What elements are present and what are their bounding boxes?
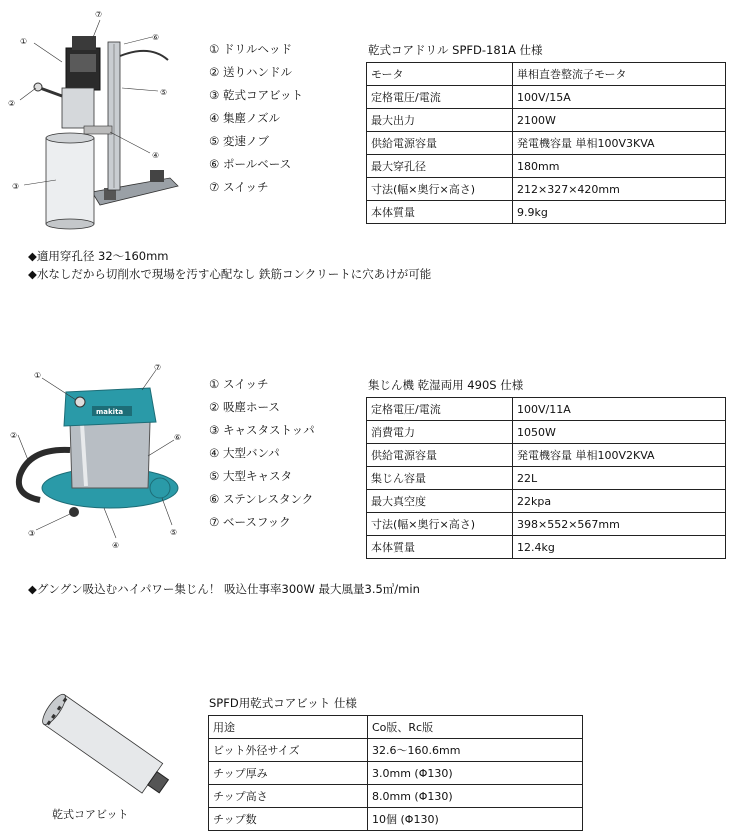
- table-row: 本体質量 9.9kg: [367, 201, 726, 224]
- table-row: 集じん容量 22L: [367, 467, 726, 490]
- parts-list-item: ⑤ 変速ノブ: [209, 134, 269, 148]
- drill-spec-title: 乾式コアドリル SPFD-181A 仕様: [368, 43, 543, 57]
- core-drill-illustration: [0, 0, 200, 240]
- table-row: チップ厚み 3.0mm (Φ130): [209, 762, 583, 785]
- bit-spec-table: [208, 715, 583, 831]
- table-row: 供給電源容量 発電機容量 単相100V2KVA: [367, 444, 726, 467]
- drill-parts-list: [209, 38, 303, 199]
- parts-list-item: ① ドリルヘッド: [209, 42, 292, 56]
- collector-callout-3: ③: [28, 529, 36, 538]
- parts-list-item: ④ 大型バンパ: [209, 446, 280, 460]
- collector-spec-table: [366, 397, 726, 559]
- collector-spec-title: 集じん機 乾湿両用 490S 仕様: [368, 378, 524, 392]
- parts-list-item: ① スイッチ: [209, 377, 269, 391]
- table-row: 寸法(幅×奥行×高さ) 398×552×567mm: [367, 513, 726, 536]
- table-row: 用途 Co版、Rc版: [209, 716, 583, 739]
- drill-callout-4: ④: [152, 151, 160, 160]
- table-row: 最大穿孔径 180mm: [367, 155, 726, 178]
- parts-list-item: ⑤ 大型キャスタ: [209, 469, 292, 483]
- parts-list-item: ⑥ ステンレスタンク: [209, 492, 314, 506]
- table-row: 本体質量 12.4kg: [367, 536, 726, 559]
- drill-note-2: ◆水なしだから切削水で現場を汚す心配なし 鉄筋コンクリートに穴あけが可能: [28, 267, 432, 281]
- brand-logo: makita: [96, 408, 124, 416]
- collector-callout-1: ①: [34, 371, 42, 380]
- parts-list-item: ⑥ ポールベース: [209, 157, 292, 171]
- drill-callout-2: ②: [8, 99, 16, 108]
- table-row: ビット外径サイズ 32.6～160.6mm: [209, 739, 583, 762]
- drill-note-1: ◆適用穿孔径 32～160mm: [28, 249, 169, 263]
- table-row: 消費電力 1050W: [367, 421, 726, 444]
- parts-list-item: ⑦ スイッチ: [209, 180, 269, 194]
- dust-collector-illustration: [0, 360, 200, 560]
- table-row: 供給電源容量 発電機容量 単相100V3KVA: [367, 132, 726, 155]
- drill-callout-3: ③: [12, 182, 20, 191]
- collector-callout-4: ④: [112, 541, 120, 550]
- table-row: 最大真空度 22kpa: [367, 490, 726, 513]
- core-bit-caption: 乾式コアビット: [52, 808, 129, 821]
- collector-callout-6: ⑥: [174, 433, 182, 442]
- table-row: 最大出力 2100W: [367, 109, 726, 132]
- drill-callout-6: ⑥: [152, 33, 160, 42]
- bit-spec-title: SPFD用乾式コアビット 仕様: [209, 696, 357, 710]
- table-row: 定格電圧/電流 100V/15A: [367, 86, 726, 109]
- collector-callout-5: ⑤: [170, 528, 178, 537]
- table-row: モータ 単相直巻整流子モータ: [367, 63, 726, 86]
- collector-note-1: ◆グングン吸込むハイパワー集じん！ 吸込仕事率300W 最大風量3.5㎥/min: [28, 582, 420, 596]
- collector-callout-2: ②: [10, 431, 18, 440]
- parts-list-item: ② 送りハンドル: [209, 65, 292, 79]
- core-bit-illustration: [20, 690, 190, 810]
- table-row: チップ数 10個 (Φ130): [209, 808, 583, 831]
- parts-list-item: ③ キャスタストッパ: [209, 423, 315, 437]
- parts-list-item: ④ 集塵ノズル: [209, 111, 281, 125]
- parts-list-item: ③ 乾式コアビット: [209, 88, 304, 102]
- drill-callout-5: ⑤: [160, 88, 168, 97]
- table-row: チップ高さ 8.0mm (Φ130): [209, 785, 583, 808]
- collector-callout-7: ⑦: [154, 363, 162, 372]
- drill-callout-7: ⑦: [95, 10, 103, 19]
- drill-callout-1: ①: [20, 37, 28, 46]
- parts-list-item: ② 吸塵ホース: [209, 400, 280, 414]
- table-row: 定格電圧/電流 100V/11A: [367, 398, 726, 421]
- drill-spec-table: [366, 62, 726, 224]
- parts-list-item: ⑦ ベースフック: [209, 515, 291, 529]
- collector-parts-list: [209, 373, 315, 534]
- table-row: 寸法(幅×奥行×高さ) 212×327×420mm: [367, 178, 726, 201]
